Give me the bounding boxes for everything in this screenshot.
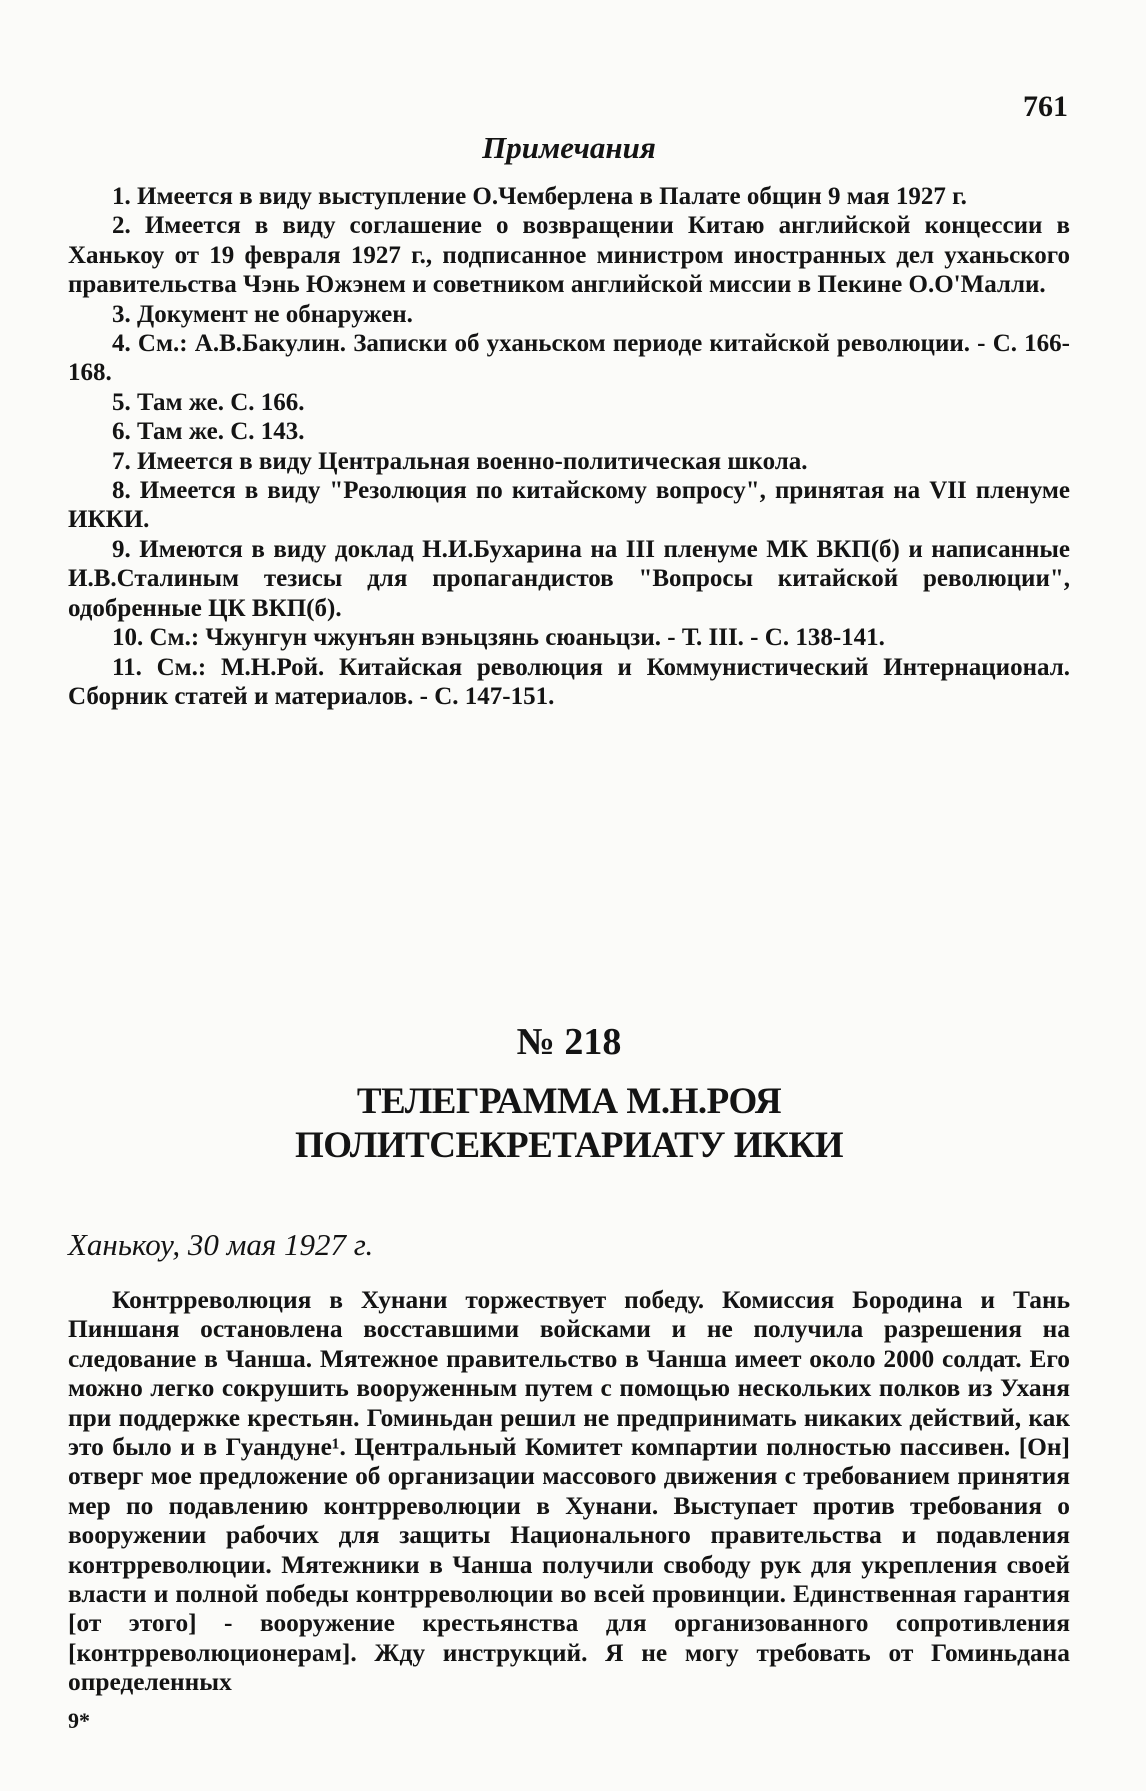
document-heading-line: ПОЛИТСЕКРЕТАРИАТУ ИККИ [295, 1125, 843, 1166]
note-item: 2. Имеется в виду соглашение о возвращении Китаю английской концессии в Ханькоу от 19 февраля 1927 г., подписанное министром иностранных дел уханьского правительства Чэнь Южэнем и советником английской миссии в Пекине О.О'Малли. [68, 212, 1070, 299]
notes-title: Примечания [482, 130, 656, 165]
notes-list [68, 182, 1070, 711]
signature-mark: 9* [68, 1708, 90, 1733]
note-item: 8. Имеется в виду "Резолюция по китайскому вопросу", принятая на VII пленуме ИККИ. [68, 477, 1070, 534]
document-page [68, 90, 1070, 1750]
document-body: Контрреволюция в Хунани торжествует победу. Комиссия Бородина и Тань Пиншаня остановлена восставшими войсками и не получила разрешения на следование в Чанша. Мятежное правительство в Чанша имеет около 2000 солдат. Его можно легко сокрушить вооруженным путем с помощью нескольких полков из Уханя при поддержке крестьян. Гоминьдан решил не предпринимать никаких действий, как это было и в Гуандуне¹. Центральный Комитет компартии полностью пассивен. [Он] отверг мое предложение об организации массового движения с требованием принятия мер по подавлению контрреволюции в Хунани. Выступает против требования о вооружении рабочих для защиты Национального правительства и подавления контрреволюции. Мятежники в Чанша получили свободу рук для укрепления своей власти и полной победы контрреволюции во всей провинции. Единственная гарантия [от этого] - вооружение крестьянства для организованного сопротивления [контрреволюционерам]. Жду инструкций. Я не могу требовать от Гоминьдана определенных [68, 1286, 1070, 1697]
note-item: 3. Документ не обнаружен. [112, 300, 413, 328]
note-item: 9. Имеются в виду доклад Н.И.Бухарина на III пленуме МК ВКП(б) и написанные И.В.Сталиным тезисы для пропагандистов "Вопросы китайской революции", одобренные ЦК ВКП(б). [68, 535, 1070, 622]
note-item: 11. См.: М.Н.Рой. Китайская революция и Коммунистический Интернационал. Сборник статей и материалов. - С. 147-151. [68, 653, 1070, 710]
note-item: 6. Там же. С. 143. [112, 418, 305, 446]
note-item: 4. См.: А.В.Бакулин. Записки об уханьском периоде китайской революции. - С. 166-168. [68, 330, 1070, 387]
page-number: 761 [1023, 90, 1068, 123]
note-item: 5. Там же. С. 166. [112, 388, 305, 416]
note-item: 1. Имеется в виду выступление О.Чемберлена в Палате общин 9 мая 1927 г. [112, 183, 967, 210]
document-heading [68, 1080, 1070, 1168]
note-item: 10. См.: Чжунгун чжунъян вэньцзянь сюаньцзи. - Т. III. - С. 138-141. [112, 624, 885, 652]
document-heading-line: ТЕЛЕГРАММА М.Н.РОЯ [356, 1081, 782, 1122]
note-item: 7. Имеется в виду Центральная военно-политическая школа. [112, 447, 808, 475]
document-dateline: Ханькоу, 30 мая 1927 г. [68, 1227, 374, 1262]
document-number: № 218 [516, 1021, 622, 1063]
